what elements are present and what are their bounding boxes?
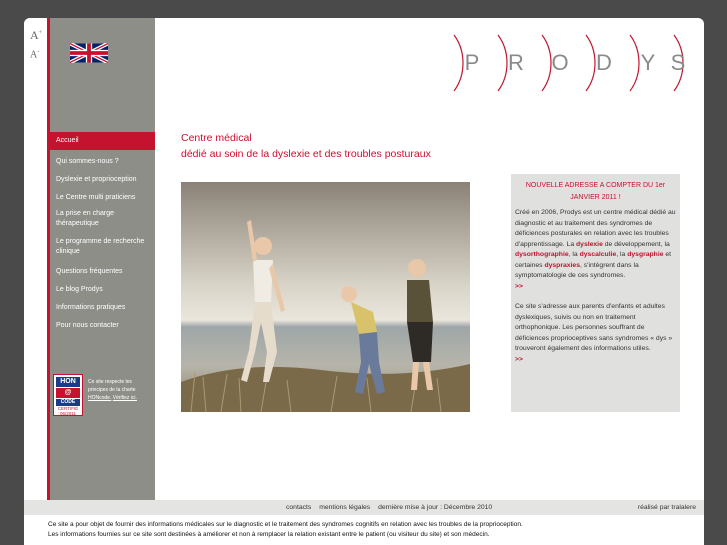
nav-item-accueil[interactable]: Accueil [50,132,155,150]
nav-item-centre[interactable]: Le Centre multi praticiens [56,194,136,201]
prodys-logo[interactable] [446,33,686,93]
p1-text-a: Créé en 2006, Prodys est un centre médical dédié au diagnostic et au traitement des syndromes de déficiences posturales en relation avec les troubles d'apprentissage. La [515,209,676,248]
read-more-link-1[interactable]: >> [515,282,523,290]
logo-letter-p: P [464,50,480,75]
spacer [515,292,677,302]
logo-letter-r: R [508,50,524,75]
nav-item-contact[interactable]: Pour nous contacter [56,322,119,329]
nav-item-prise-en-charge[interactable]: La prise en charge thérapeutique [56,210,114,227]
keyword-dyspraxies: dyspraxies [544,261,580,269]
honcode-link[interactable]: HONcode. [88,395,112,401]
footer-links [286,500,498,515]
disclaimer-line1: Ce site a pour objet de fournir des informations médicales sur le diagnostic et le traitement des syndromes cognitifs en relation avec les troubles de la proprioception. [48,521,523,528]
hon-badge-icon[interactable] [53,374,83,416]
font-decrease-button[interactable]: A- [30,49,40,61]
p1-text-d: , la [616,251,628,258]
nav-item-blog[interactable]: Le blog Prodys [56,286,103,293]
p1-text-c: , la [568,251,580,258]
footer-mentions-link[interactable]: mentions légales [319,504,371,511]
page-heading [181,130,431,162]
main-nav [50,132,155,335]
keyword-dyslexie: dyslexie [576,240,603,248]
footer-last-update: dernière mise à jour : Décembre 2010 [378,504,493,511]
keyword-dysgraphie: dysgraphie [627,251,664,258]
footer-credit-link[interactable]: réalisé par tralalere [637,504,696,511]
read-more-link-2[interactable]: >> [515,355,523,363]
hon-verify-link[interactable]: Vérifiez ici. [112,395,137,401]
p1-text-b: de développement, la [602,240,670,248]
news-box-body [515,208,677,365]
news-box [511,174,680,412]
hon-text [88,378,148,402]
footer-bar [24,500,704,515]
heading-line1: Centre médical [181,132,252,144]
children-seaside-photo [181,182,470,412]
page [24,18,704,545]
nav-item-programme-recherche[interactable]: Le programme de recherche clinique [56,238,145,255]
nav-item-qui-sommes-nous[interactable]: Qui sommes-nous ? [56,158,119,165]
logo-letter-d: D [596,50,612,75]
sidebar [24,18,155,500]
hon-description: Ce site respecte les principes de la charte [88,379,136,393]
p1-text-e: et certaines [515,251,672,269]
nav-item-dyslexie[interactable]: Dyslexie et proprioception [56,176,137,183]
disclaimer [48,520,523,540]
heading-line2: dédié au soin de la dyslexie et des troubles posturaux [181,148,431,160]
disclaimer-line2: Les informations fournies sur ce site sont destinées à améliorer et non à remplacer la relation existant entre le patient (ou visiteur du site) et son médecin. [48,531,490,538]
hon-badge-line1: HON [56,377,80,387]
font-increase-button[interactable]: A+ [30,28,43,42]
hon-badge-line2: @ [56,388,80,398]
news-box-title: NOUVELLE ADRESSE A COMPTER DU 1er JANVIER 2011 ! [525,182,666,201]
footer-contacts-link[interactable]: contacts [286,504,312,511]
news-paragraph-1 [515,208,677,282]
hon-badge-certif: CERTIFIÉ 06/2011 [57,406,79,416]
p1-text-f: , s'intègrent dans la symptomatologie de ces syndromes. [515,261,639,279]
nav-item-questions[interactable]: Questions fréquentes [56,268,123,275]
english-flag-icon[interactable] [70,43,108,63]
hon-badge-line3: CODE [56,399,80,406]
keyword-dyscalculie: dyscalculie [579,251,617,258]
nav-item-informations[interactable]: Informations pratiques [56,304,126,311]
logo-letter-y: Y [640,50,656,75]
news-paragraph-2: Ce site s'adresse aux parents d'enfants et adultes dyslexiques, suivis ou non en traitement orthophonique. Les personnes souffrant de déficiences proprioceptives sans syndromes « dys » trouveront également des informations utiles. [515,303,673,352]
logo-letter-o: O [551,50,569,75]
logo-letter-s: S [670,50,686,75]
keyword-dysorthographie: dysorthographie [515,251,569,258]
